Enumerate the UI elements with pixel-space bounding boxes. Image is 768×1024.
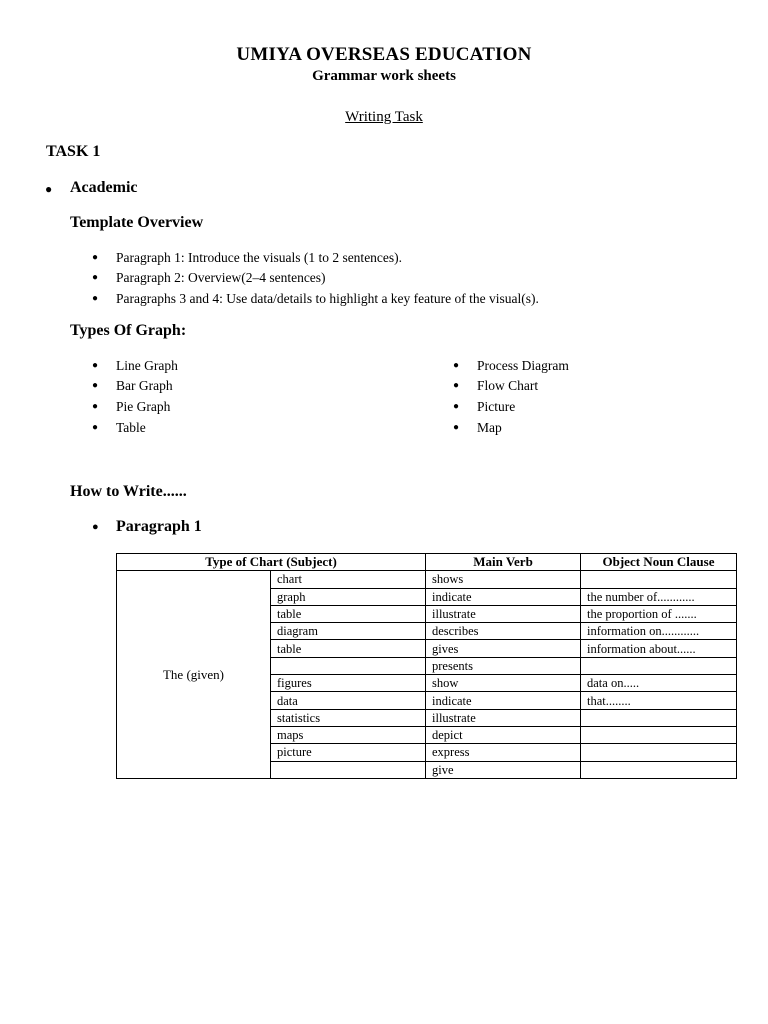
task-label: TASK 1 [46, 143, 101, 160]
object-cell [581, 726, 737, 743]
verb-cell: describes [426, 623, 581, 640]
object-cell [581, 744, 737, 761]
bullet-icon: ● [92, 293, 99, 304]
verb-cell: show [426, 675, 581, 692]
list-item-text: Picture [477, 399, 516, 414]
object-cell: data on..... [581, 675, 737, 692]
bullet-icon: ● [453, 401, 460, 412]
verb-cell: express [426, 744, 581, 761]
subject-cell: figures [271, 675, 426, 692]
object-cell [581, 709, 737, 726]
object-cell [581, 761, 737, 778]
verb-cell: indicate [426, 588, 581, 605]
object-cell: information on............ [581, 623, 737, 640]
list-item-text: Flow Chart [477, 378, 539, 393]
list-item-text: Map [477, 420, 502, 435]
verb-cell: shows [426, 571, 581, 588]
bullet-icon: ● [92, 380, 99, 391]
list-item-text: Bar Graph [116, 378, 173, 393]
column-header-verb: Main Verb [426, 554, 581, 571]
given-cell: The (given) [117, 571, 271, 779]
subject-cell: graph [271, 588, 426, 605]
subject-cell [271, 761, 426, 778]
subject-cell: table [271, 605, 426, 622]
list-item-text: Paragraph 1: Introduce the visuals (1 to 2 sentences). [116, 250, 403, 265]
bullet-icon: ● [453, 422, 460, 433]
object-cell [581, 657, 737, 674]
table-header-row [117, 554, 737, 571]
bullet-icon: ● [92, 360, 99, 371]
document-subtitle: Grammar work sheets [312, 68, 456, 84]
object-cell: that........ [581, 692, 737, 709]
bullet-icon: ● [92, 272, 99, 283]
verb-cell: gives [426, 640, 581, 657]
verb-cell: depict [426, 726, 581, 743]
bullet-icon: ● [92, 401, 99, 412]
list-item-text: Table [116, 420, 146, 435]
table-row [117, 571, 737, 588]
subject-cell: picture [271, 744, 426, 761]
subject-cell: data [271, 692, 426, 709]
types-of-graph-heading: Types Of Graph: [70, 322, 187, 339]
verb-cell: presents [426, 657, 581, 674]
subject-cell: maps [271, 726, 426, 743]
object-cell [581, 571, 737, 588]
template-overview-heading: Template Overview [70, 214, 204, 231]
bullet-icon: ● [453, 360, 460, 371]
verb-cell: illustrate [426, 605, 581, 622]
section-heading: Writing Task [345, 109, 423, 125]
bullet-icon: ● [92, 422, 99, 433]
bullet-icon: ● [92, 521, 99, 533]
object-cell: the number of............ [581, 588, 737, 605]
subject-cell: chart [271, 571, 426, 588]
column-header-object: Object Noun Clause [581, 554, 737, 571]
document-title: UMIYA OVERSEAS EDUCATION [236, 44, 532, 65]
column-header-subject: Type of Chart (Subject) [117, 554, 426, 571]
list-item-text: Paragraph 2: Overview(2–4 sentences) [116, 270, 326, 285]
subject-cell: statistics [271, 709, 426, 726]
bullet-icon: ● [92, 252, 99, 263]
list-item-text: Line Graph [116, 358, 178, 373]
verb-table [116, 553, 737, 779]
verb-cell: give [426, 761, 581, 778]
subject-cell: table [271, 640, 426, 657]
subject-cell: diagram [271, 623, 426, 640]
object-cell: information about...... [581, 640, 737, 657]
paragraph-1-label: Paragraph 1 [116, 518, 202, 535]
bullet-icon: ● [45, 182, 53, 196]
subject-cell [271, 657, 426, 674]
academic-heading: Academic [70, 179, 138, 196]
bullet-icon: ● [453, 380, 460, 391]
object-cell: the proportion of ....... [581, 605, 737, 622]
verb-cell: indicate [426, 692, 581, 709]
list-item-text: Paragraphs 3 and 4: Use data/details to highlight a key feature of the visual(s). [116, 291, 539, 306]
list-item-text: Process Diagram [477, 358, 569, 373]
list-item-text: Pie Graph [116, 399, 171, 414]
verb-cell: illustrate [426, 709, 581, 726]
how-to-write-heading: How to Write...... [70, 483, 187, 500]
